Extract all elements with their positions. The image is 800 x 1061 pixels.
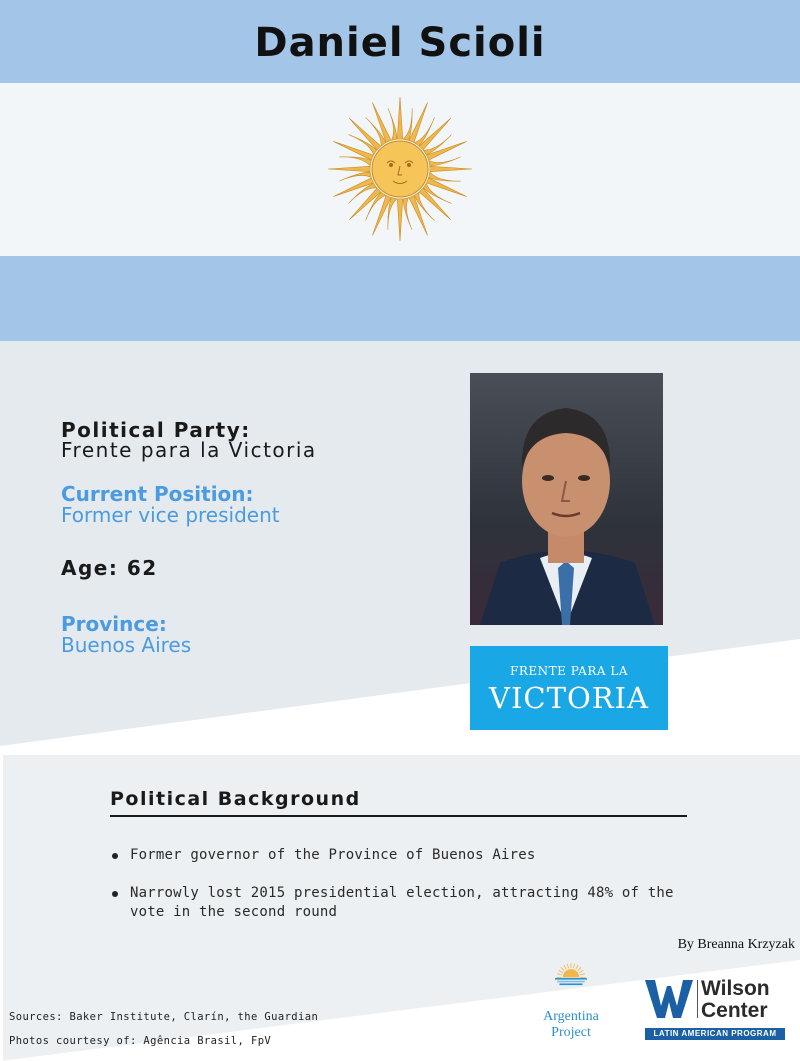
province-label: Province: [61, 612, 167, 636]
wilson-name-line1: Wilson [701, 977, 770, 1000]
logo-sun-ray [578, 967, 582, 971]
sun-ray [430, 166, 472, 171]
wilson-divider [697, 980, 698, 1018]
wilson-center-logo [645, 978, 785, 1040]
sun-ray [397, 97, 402, 139]
page-title: Daniel Scioli [254, 20, 546, 66]
sun-ray [349, 188, 381, 220]
sun-ray [397, 199, 402, 241]
candidate-photo [470, 373, 663, 625]
sun-ray [388, 198, 397, 230]
sun-ray [349, 118, 381, 150]
logo-sun-ray [573, 964, 574, 969]
sun-ray [328, 166, 370, 171]
background-item: Narrowly lost 2015 presidential election, attracting 48% of the vote in the second round [130, 885, 674, 920]
logo-sun-ray [579, 970, 583, 972]
sun-ray [388, 108, 397, 140]
info-section-background [0, 341, 800, 761]
sun-ray [339, 172, 371, 181]
background-item: Former governor of the Province of Buenos Aires [130, 847, 536, 863]
logo-sun-ray [567, 964, 568, 969]
position-label: Current Position: [61, 482, 254, 506]
party-logo [470, 646, 668, 730]
bullet-icon [112, 853, 118, 859]
flag-bottom-band [0, 256, 800, 341]
sun-ray [429, 172, 461, 181]
argentina-project-line1: Argentina [543, 1009, 599, 1024]
bullet-icon [112, 891, 118, 897]
province-value: Buenos Aires [61, 633, 192, 657]
party-label: Political Party: [61, 418, 251, 442]
party-value: Frente para la Victoria [61, 438, 317, 462]
sun-ray [403, 198, 412, 230]
sun-ray [419, 188, 451, 220]
argentina-project-logo-icon [528, 962, 614, 1006]
sun-ray [419, 118, 451, 150]
heading-divider [110, 815, 687, 817]
logo-sun-ray [580, 974, 585, 975]
party-logo-line2: VICTORIA [489, 681, 649, 715]
wilson-name-line2: Center [701, 999, 768, 1022]
sources-text: Sources: Baker Institute, Clarín, the Guardian [9, 1011, 319, 1023]
position-value: Former vice president [61, 503, 280, 527]
wilson-program-bar: LATIN AMERICAN PROGRAM [645, 1028, 785, 1040]
wilson-w-icon [645, 978, 693, 1020]
sun-ray [339, 157, 371, 166]
background-heading: Political Background [110, 788, 361, 810]
logo-sun-ray [576, 965, 578, 969]
logo-sun-ray [559, 970, 563, 972]
photo-credits-text: Photos courtesy of: Agência Brasil, FpV [9, 1035, 272, 1047]
author-byline: By Breanna Krzyzak [677, 937, 795, 952]
sun-of-may-icon [327, 95, 473, 243]
logo-sun-ray [561, 967, 565, 971]
age-text: Age: 62 [61, 556, 158, 580]
sun-ray [429, 157, 461, 166]
sun-ray [403, 108, 412, 140]
wilson-name [701, 978, 770, 1022]
logo-sun-ray [557, 974, 562, 975]
argentina-project-line2: Project [551, 1025, 591, 1040]
party-logo-line1: FRENTE PARA LA [510, 664, 628, 678]
logo-sun-ray [564, 965, 566, 969]
